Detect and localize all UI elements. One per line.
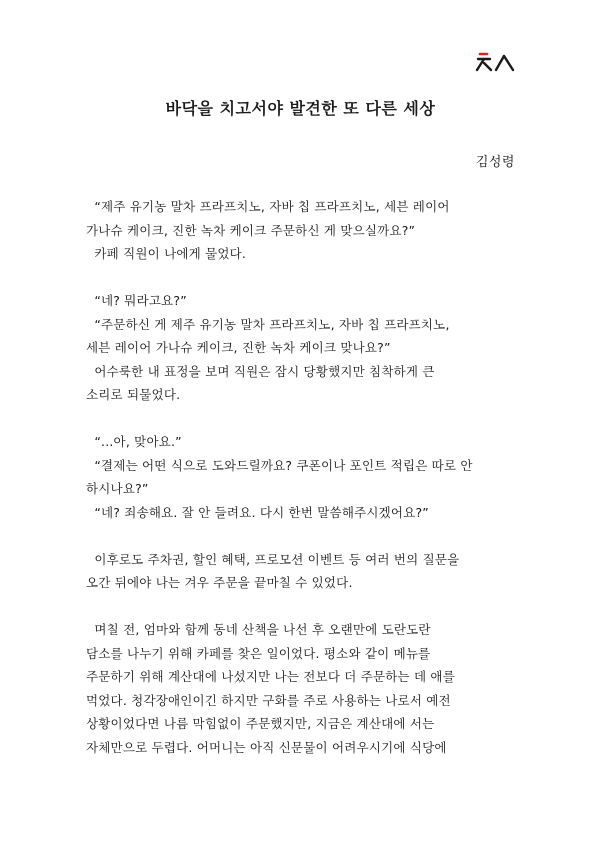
body-line: “네? 죄송해요. 잘 안 들려요. 다시 한번 말씀해주시겠어요?” — [86, 504, 429, 520]
body-line: “네? 뭐라고요?” — [86, 293, 187, 308]
publisher-logo — [474, 50, 516, 72]
body-line: 먹었다. 청각장애인이긴 하지만 구화를 주로 사용하는 나로서 예전 — [86, 692, 451, 708]
document-title: 바닥을 치고서야 발견한 또 다른 세상 — [165, 99, 436, 118]
body-line: 카페 직원이 나에게 물었다. — [86, 246, 247, 261]
author-name: 김성령 — [475, 155, 515, 170]
body-line: 가나슈 케이크, 진한 녹차 케이크 주문하신 게 맞으실까요?” — [86, 222, 416, 238]
body-line: 자체만으로 두렵다. 어머니는 아직 신문물이 어려우시기에 식당에 — [86, 739, 447, 755]
body-line: 오간 뒤에야 나는 겨우 주문을 끝마칠 수 있었다. — [86, 575, 353, 590]
body-line: “제주 유기농 말차 프라프치노, 자바 칩 프라프치노, 세븐 레이어 — [86, 199, 450, 214]
body-line: 하시나요?” — [86, 481, 149, 496]
body-line: 담소를 나누기 위해 카페를 찾은 일이었다. 평소와 같이 메뉴를 — [86, 645, 431, 661]
body-line: “...아, 맞아요.” — [86, 434, 182, 449]
body-line: 며칠 전, 엄마와 함께 동네 산책을 나선 후 오랜만에 도란도란 — [86, 622, 431, 637]
body-line: 주문하기 위해 계산대에 나섰지만 나는 전보다 더 주문하는 데 애를 — [86, 669, 455, 684]
body-line: 어수룩한 내 표정을 보며 직원은 잠시 당황했지만 침착하게 큰 — [86, 363, 435, 379]
body-line: “결제는 어떤 식으로 도와드릴까요? 쿠폰이나 포인트 적립은 따로 안 — [86, 457, 473, 473]
body-line: 세븐 레이어 가나슈 케이크, 진한 녹차 케이크 맞나요?” — [86, 340, 391, 355]
body-line: “주문하신 게 제주 유기농 말차 프라프치노, 자바 칩 프라프치노, — [86, 316, 450, 332]
body-line: 소리로 되물었다. — [86, 387, 181, 402]
body-line: 상황이었다면 나름 막힘없이 주문했지만, 지금은 계산대에 서는 — [86, 716, 435, 731]
body-line: 이후로도 주차권, 할인 혜택, 프로모션 이벤트 등 여러 번의 질문을 — [86, 551, 460, 567]
